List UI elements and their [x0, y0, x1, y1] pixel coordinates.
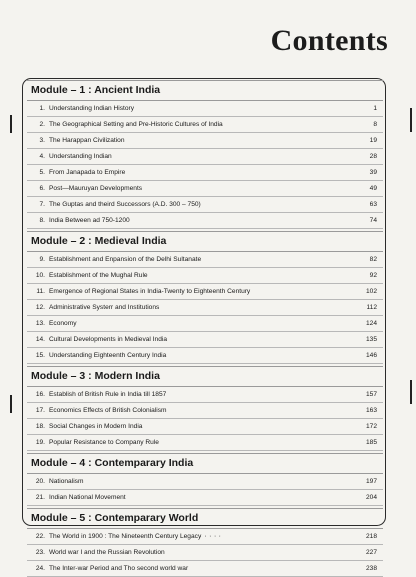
chapter-title: The Geographical Setting and Pre-Historic Cultures of India	[49, 121, 223, 128]
page-number: 197	[365, 478, 377, 485]
page-number: 63	[369, 201, 377, 208]
page-number: 157	[365, 391, 377, 398]
module-heading: Module – 4 : Contemparary India	[27, 453, 383, 474]
chapter-number: 2.	[39, 121, 45, 128]
chapter-number: 19.	[35, 439, 45, 446]
chapter-number: 23.	[35, 549, 45, 556]
toc-entry[interactable]	[27, 316, 383, 332]
page-number: 163	[365, 407, 377, 414]
page-number: 112	[366, 304, 377, 311]
toc-entry[interactable]	[27, 101, 383, 117]
chapter-number: 8.	[39, 217, 45, 224]
chapter-number: 1.	[39, 105, 45, 112]
chapter-title: Cultural Developments in Medieval India	[49, 336, 168, 343]
chapter-number: 24.	[35, 565, 45, 572]
toc-entry[interactable]	[27, 268, 383, 284]
page-number: 1	[373, 105, 377, 112]
chapter-number: 10.	[35, 272, 45, 279]
chapter-number: 20.	[35, 478, 45, 485]
page-number: 135	[365, 336, 377, 343]
page-number: 146	[365, 352, 377, 359]
page-number: 39	[369, 169, 377, 176]
chapter-title: Popular Resistance to Company Rule	[49, 439, 159, 446]
chapter-title: India Between ad 750-1200	[49, 217, 130, 224]
toc-entry[interactable]	[27, 252, 383, 268]
chapter-title: Administrative Systerr and Institutions	[49, 304, 160, 311]
toc-entry[interactable]	[27, 387, 383, 403]
chapter-title: Understanding Indian History	[49, 105, 135, 112]
chapter-number: 5.	[39, 169, 45, 176]
chapter-number: 4.	[39, 153, 45, 160]
chapter-title: The Guptas and theird Successors (A.D. 300 – 750)	[49, 201, 201, 208]
chapter-title: Post—Mauruyan Developments	[49, 185, 143, 192]
toc-entry[interactable]	[27, 403, 383, 419]
toc-entry[interactable]	[27, 490, 383, 506]
page-number: 19	[369, 137, 377, 144]
toc-entry[interactable]	[27, 545, 383, 561]
chapter-title: From Janapada to Empire	[49, 169, 126, 176]
toc-entry[interactable]	[27, 284, 383, 300]
page-footer-mark: ' ' ' ' '	[200, 536, 222, 542]
binding-mark	[410, 108, 412, 132]
chapter-title: The Inter-war Period and Tho second world war	[49, 565, 189, 572]
page-number: 238	[365, 565, 377, 572]
contents-list	[27, 80, 383, 577]
page-number: 74	[369, 217, 377, 224]
binding-mark	[10, 395, 12, 413]
chapter-number: 21.	[35, 494, 45, 501]
toc-entry[interactable]	[27, 419, 383, 435]
page-number: 204	[365, 494, 377, 501]
toc-entry[interactable]	[27, 435, 383, 451]
toc-entry[interactable]	[27, 133, 383, 149]
chapter-title: World war I and the Russian Revolution	[49, 549, 165, 556]
chapter-title: Indian National Movement	[49, 494, 126, 501]
chapter-number: 3.	[39, 137, 45, 144]
chapter-number: 9.	[39, 256, 45, 263]
toc-entry[interactable]	[27, 348, 383, 364]
toc-entry[interactable]	[27, 300, 383, 316]
page-number: 227	[365, 549, 377, 556]
page-number: 28	[369, 153, 377, 160]
page-number: 8	[373, 121, 377, 128]
page-number: 49	[369, 185, 377, 192]
chapter-number: 16.	[35, 391, 45, 398]
toc-entry[interactable]	[27, 165, 383, 181]
chapter-number: 17.	[35, 407, 45, 414]
binding-mark	[410, 380, 412, 404]
chapter-number: 6.	[39, 185, 45, 192]
chapter-title: Understanding Indian	[49, 153, 112, 160]
toc-entry[interactable]	[27, 181, 383, 197]
toc-entry[interactable]	[27, 117, 383, 133]
chapter-title: Nationalism	[49, 478, 84, 485]
toc-entry[interactable]	[27, 197, 383, 213]
chapter-number: 22.	[35, 533, 45, 540]
chapter-title: The Harappan Civilization	[49, 137, 125, 144]
toc-entry[interactable]	[27, 332, 383, 348]
module-heading: Module – 1 : Ancient India	[27, 80, 383, 101]
toc-entry[interactable]	[27, 561, 383, 577]
chapter-title: Establishment of the Mughal Rule	[49, 272, 148, 279]
page-title: Contents	[270, 24, 388, 57]
chapter-title: Understanding Eighteenth Century India	[49, 352, 167, 359]
chapter-number: 18.	[35, 423, 45, 430]
module-heading: Module – 2 : Medieval India	[27, 231, 383, 252]
page-number: 92	[369, 272, 377, 279]
chapter-number: 13.	[35, 320, 45, 327]
chapter-title: Economy	[49, 320, 77, 327]
toc-entry[interactable]	[27, 213, 383, 229]
page-number: 124	[365, 320, 377, 327]
page-number: 218	[365, 533, 377, 540]
chapter-title: Establish of British Rule in India till 1857	[49, 391, 167, 398]
chapter-title: Emergence of Regional States in India-Twenty to Eighteenth Century	[49, 288, 251, 295]
binding-mark	[10, 115, 12, 133]
toc-entry[interactable]	[27, 149, 383, 165]
chapter-title: Social Changes in Modern India	[49, 423, 143, 430]
chapter-number: 11.	[36, 288, 45, 295]
toc-entry[interactable]	[27, 474, 383, 490]
chapter-title: Establishment and Enpansion of the Delhi Sultanate	[49, 256, 202, 263]
module-heading: Module – 3 : Modern India	[27, 366, 383, 387]
page-number: 172	[365, 423, 377, 430]
chapter-title: Economics Effects of British Colonialism	[49, 407, 167, 414]
page-number: 82	[369, 256, 377, 263]
chapter-number: 15.	[35, 352, 45, 359]
chapter-number: 12.	[35, 304, 45, 311]
page-number: 185	[365, 439, 377, 446]
chapter-title: The World in 1900 : The Nineteenth Century Legacy	[49, 533, 202, 540]
page-number: 102	[365, 288, 377, 295]
module-heading: Module – 5 : Contemparary World	[27, 508, 383, 529]
chapter-number: 7.	[39, 201, 45, 208]
chapter-number: 14.	[35, 336, 45, 343]
